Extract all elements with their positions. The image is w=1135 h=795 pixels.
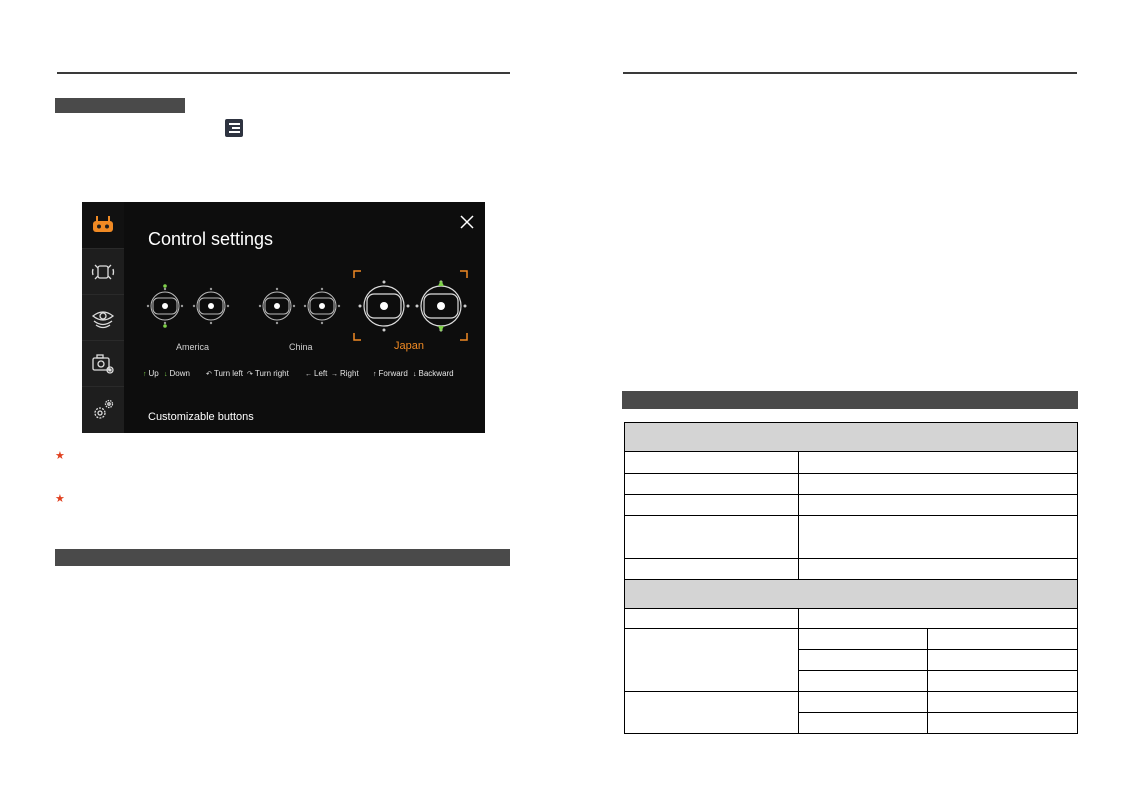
table-cell: [625, 495, 799, 516]
table-cell: [625, 452, 799, 474]
table-cell: [799, 609, 1078, 629]
legend-forward: ↑ Forward: [373, 369, 408, 378]
legend-turn-right: ↷ Turn right: [247, 369, 289, 378]
table-cell: [799, 650, 928, 671]
section-heading-bar-2: [55, 549, 510, 566]
customizable-buttons-heading[interactable]: Customizable buttons: [148, 411, 254, 423]
table-cell: [799, 559, 1078, 580]
table-cell: [625, 609, 799, 629]
legend-backward: ↓ Backward: [413, 369, 454, 378]
specifications-table: [624, 422, 1078, 734]
mode-label-japan[interactable]: Japan: [394, 340, 424, 352]
table-cell: [625, 516, 799, 559]
menu-icon: [225, 119, 243, 137]
star-icon: ★: [55, 493, 65, 505]
settings-title: Control settings: [148, 229, 274, 249]
table-cell: [799, 474, 1078, 495]
table-cell: [928, 713, 1078, 734]
table-cell: [799, 713, 928, 734]
right-page-header-rule: [623, 72, 1077, 74]
sidebar-item-general[interactable]: [82, 386, 124, 433]
table-cell: [928, 692, 1078, 713]
gear-icon: [91, 398, 115, 422]
stick-mode-diagrams: [82, 202, 485, 342]
table-cell: [928, 650, 1078, 671]
star-icon: ★: [55, 450, 65, 462]
table-cell: [625, 629, 799, 692]
forward-arrow-icon: [438, 280, 444, 286]
table-cell: [928, 671, 1078, 692]
legend-down: ↓ Down: [164, 369, 190, 378]
legend-right: → Right: [331, 369, 359, 378]
table-cell: [799, 629, 928, 650]
table-cell: [799, 452, 1078, 474]
legend-turn-left: ↶ Turn left: [206, 369, 243, 378]
legend-up: ↑ Up: [143, 369, 159, 378]
table-cell: [799, 495, 1078, 516]
table-cell: [799, 671, 928, 692]
table-cell: [625, 474, 799, 495]
legend-left: ← Left: [305, 369, 328, 378]
left-page-header-rule: [57, 72, 510, 74]
table-section-header: [625, 423, 1078, 452]
sidebar-item-camera[interactable]: [82, 340, 124, 387]
table-cell: [928, 629, 1078, 650]
camera-settings-icon: [91, 352, 115, 376]
mode-label-america[interactable]: America: [176, 342, 210, 352]
specifications-heading-bar: [622, 391, 1078, 409]
up-arrow-icon: [163, 284, 167, 288]
section-heading-bar: [55, 98, 185, 113]
mode-label-china[interactable]: China: [289, 342, 313, 352]
table-section-header: [625, 580, 1078, 609]
table-cell: [625, 559, 799, 580]
table-cell: [799, 692, 928, 713]
control-settings-screenshot: [82, 202, 485, 433]
down-arrow-icon: [163, 324, 167, 328]
backward-arrow-icon: [438, 326, 444, 332]
table-cell: [799, 516, 1078, 559]
table-cell: [625, 692, 799, 734]
